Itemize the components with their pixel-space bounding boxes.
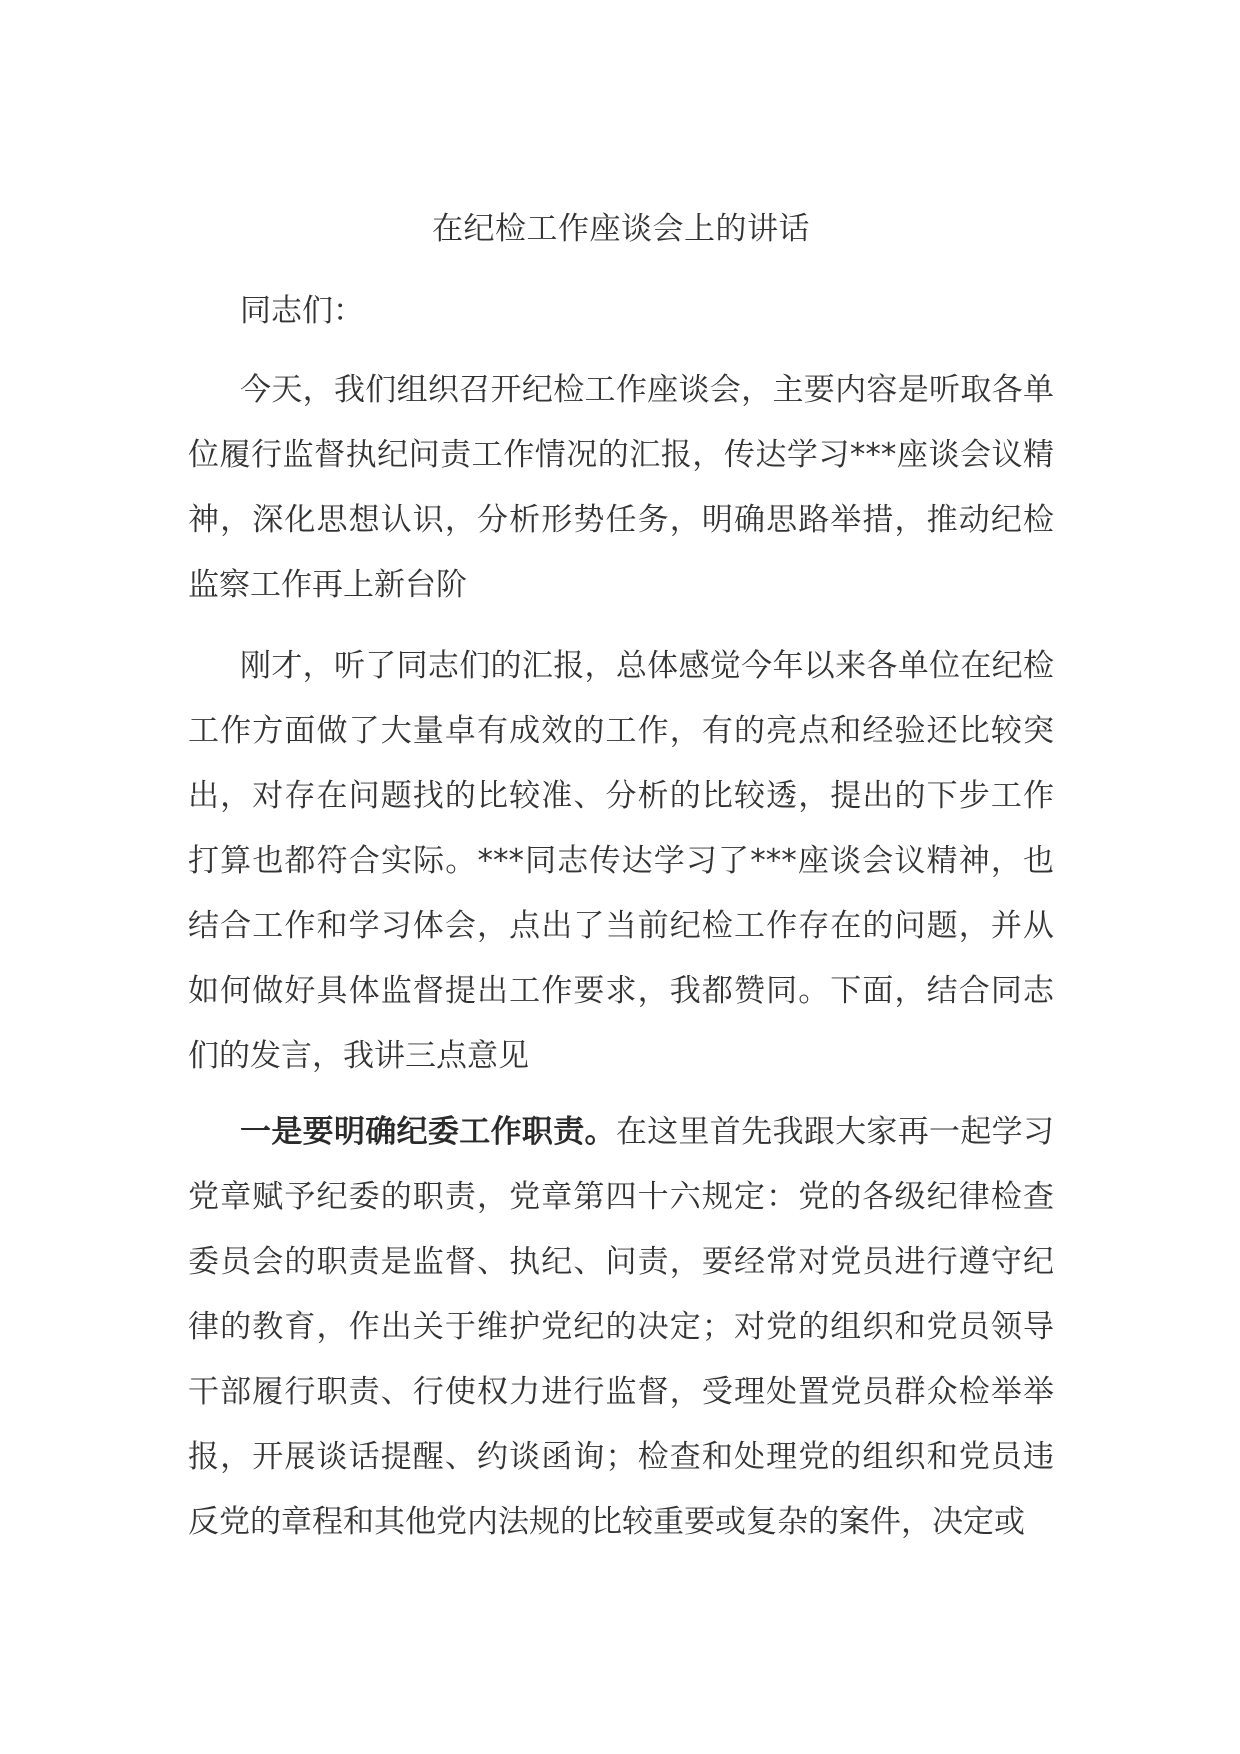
salutation: 同志们：: [240, 293, 364, 329]
paragraph-feedback: [188, 634, 1054, 1089]
document-page: [188, 0, 1054, 1754]
paragraph-lead-heading: 一是要明确纪委工作职责。: [240, 1114, 616, 1150]
paragraph-point-one: [188, 1100, 1054, 1588]
paragraph-text: 在这里首先我跟大家再一起学习党章赋予纪委的职责，党章第四十六规定：党的各级纪律检查委员会的职责是监督、执纪、问责，要经常对党员进行遵守纪律的教育，作出关于维护党纪的决定；对党的组织和党员领导干部履行职责、行使权力进行监督，受理处置党员群众检举举报，开展谈话提醒、约谈函询；检查和处理党的组织和党员违反党的章程和其他党内法规的比较重要或复杂的案件，决定或: [188, 1114, 1054, 1540]
document-title: 在纪检工作座谈会上的讲话: [432, 211, 810, 247]
paragraph-text: 今天，我们组织召开纪检工作座谈会，主要内容是听取各单位履行监督执纪问责工作情况的汇报，传达学习***座谈会议精神，深化思想认识，分析形势任务，明确思路举措，推动纪检监察工作再上新台阶: [188, 372, 1054, 603]
paragraph-text: 刚才，听了同志们的汇报，总体感觉今年以来各单位在纪检工作方面做了大量卓有成效的工作，有的亮点和经验还比较突出，对存在问题找的比较准、分析的比较透，提出的下步工作打算也都符合实际。***同志传达学习了***座谈会议精神，也结合工作和学习体会，点出了当前纪检工作存在的问题，并从如何做好具体监督提出工作要求，我都赞同。下面，结合同志们的发言，我讲三点意见: [188, 648, 1054, 1074]
paragraph-opening: [188, 358, 1054, 618]
